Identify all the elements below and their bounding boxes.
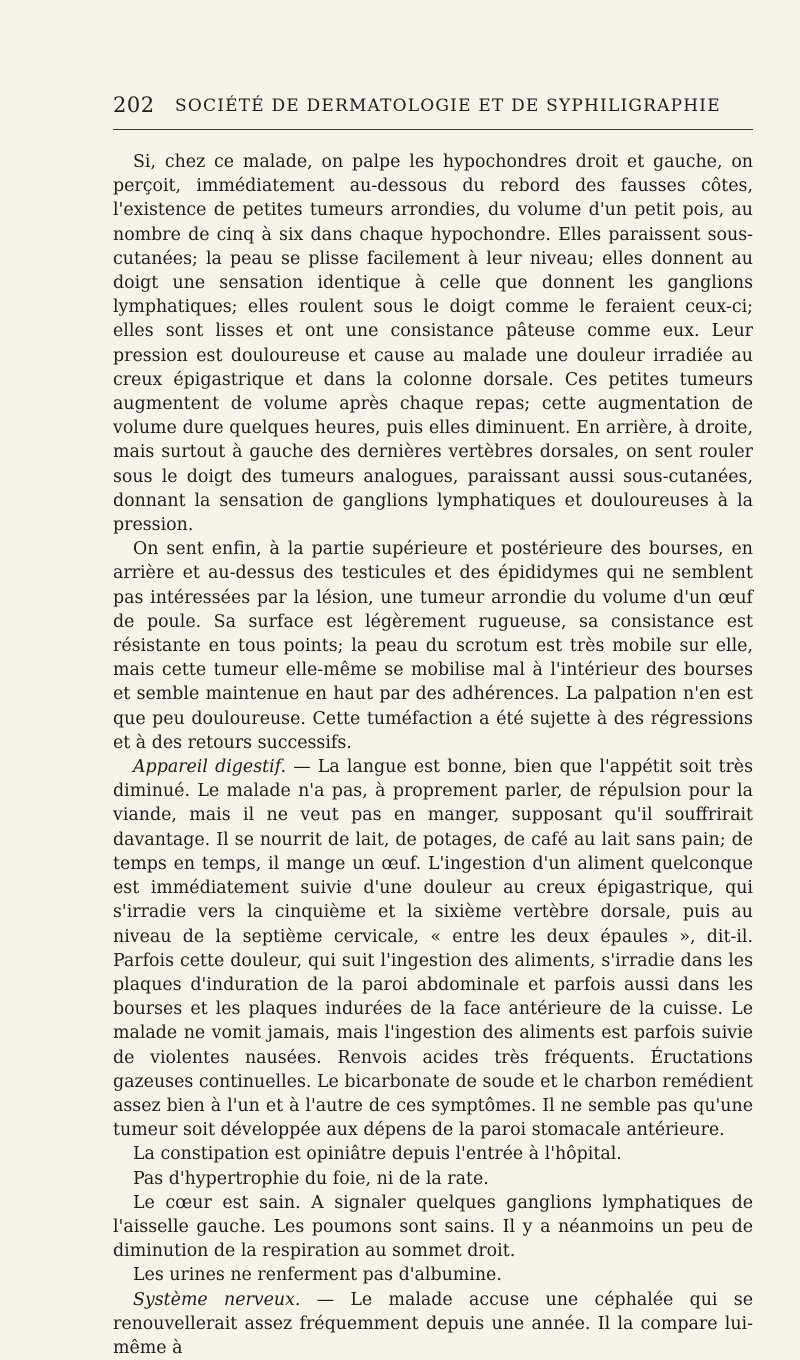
paragraph-systeme-nerveux — [113, 1288, 753, 1360]
paragraph-constipation — [113, 1142, 753, 1166]
paragraph-text: Si, chez ce malade, on palpe les hypochondres droit et gauche, on perçoit, immédiatement au-dessous du rebord des fausses côtes, l'existence de petites tumeurs arrondies, du volume d'un petit pois, au nombre de cinq à six dans chaque hypochondre. Elles paraissent sous-cutanées; la peau se plisse facilement à leur niveau; elles donnent au doigt une sensation identique à celle que donnent les ganglions lymphatiques; elles roulent sous le doigt comme le feraient ceux-ci; elles sont lisses et ont une consistance pâteuse comme eux. Leur pression est douloureuse et cause au malade une douleur irradiée au creux épigastrique et dans la colonne dorsale. Ces petites tumeurs augmentent de volume après chaque repas; cette augmentation de volume dure quelques heures, puis elles diminuent. En arrière, à droite, mais surtout à gauche des dernières vertèbres dorsales, on sent rouler sous le doigt des tumeurs analogues, paraissant aussi sous-cutanées, donnant la sensation de ganglions lymphatiques et douloureuses à la pression. — [113, 152, 753, 536]
section-lead-appareil-digestif: Appareil digestif. — [133, 757, 287, 778]
page-header — [113, 93, 753, 121]
section-lead-systeme-nerveux: Système nerveux. — [133, 1289, 301, 1310]
paragraph-foie-rate — [113, 1167, 753, 1191]
paragraph-hypochondres — [113, 150, 753, 537]
paragraph-text: — Le malade accuse une céphalée qui se renouvellerait assez fréquemment depuis une année. Il la compare lui-même à — [113, 1289, 753, 1358]
page-number: 202 — [113, 93, 155, 117]
paragraph-text: — La langue est bonne, bien que l'appétit soit très diminué. Le malade n'a pas, à proprement parler, de répulsion pour la viande, mais il ne veut pas en manger, supposant qu'il souffrirait davantage. Il se nourrit de lait, de potages, de café au lait sans pain; de temps en temps, il mange un œuf. L'ingestion d'un aliment quelconque est immédiatement suivie d'une douleur au creux épigastrique, qui s'irradie vers la cinquième et la sixième vertèbre dorsale, puis au niveau de la septième cervicale, « entre les deux épaules », dit-il. Parfois cette douleur, qui suit l'ingestion des aliments, s'irradie dans les plaques d'induration de la paroi abdominale et parfois aussi dans les bourses et les plaques indurées de la face antérieure de la cuisse. Le malade ne vomit jamais, mais l'ingestion des aliments est parfois suivie de violentes nausées. Renvois acides très fréquents. Éructations gazeuses continuelles. Le bicarbonate de soude et le charbon remédient assez bien à l'un et à l'autre de ces symptômes. Il ne semble pas qu'une tumeur soit développée aux dépens de la paroi stomacale antérieure. — [113, 757, 754, 1141]
paragraph-text: La constipation est opiniâtre depuis l'entrée à l'hôpital. — [133, 1144, 622, 1165]
paragraph-text: Les urines ne renferment pas d'albumine. — [133, 1265, 502, 1286]
paragraph-urines — [113, 1263, 753, 1287]
paragraph-coeur-poumons — [113, 1191, 753, 1264]
header-rule — [113, 129, 753, 130]
paragraph-text: Le cœur est sain. A signaler quelques ganglions lymphatiques de l'aisselle gauche. Les poumons sont sains. Il y a néanmoins un peu de diminution de la respiration au sommet droit. — [113, 1192, 753, 1262]
paragraph-bourses — [113, 537, 753, 755]
paragraph-text: On sent enfin, à la partie supérieure et postérieure des bourses, en arrière et au-dessus des testicules et des épididymes qui ne semblent pas intéressées par la lésion, une tumeur arrondie du volume d'un œuf de poule. Sa surface est légèrement rugueuse, sa consistance est résistante en tous points; la peau du scrotum est très mobile sur elle, mais cette tumeur elle-même se mobilise mal à l'intérieur des bourses et semble maintenue en haut par des adhérences. La palpation n'en est que peu douloureuse. Cette tuméfaction a été sujette à des régressions et à des retours successifs. — [113, 539, 753, 753]
paragraph-appareil-digestif — [113, 755, 753, 1142]
body-text — [113, 150, 753, 1360]
running-title: SOCIÉTÉ DE DERMATOLOGIE ET DE SYPHILIGRAPHIE — [175, 96, 721, 116]
paragraph-text: Pas d'hypertrophie du foie, ni de la rate. — [133, 1168, 489, 1189]
